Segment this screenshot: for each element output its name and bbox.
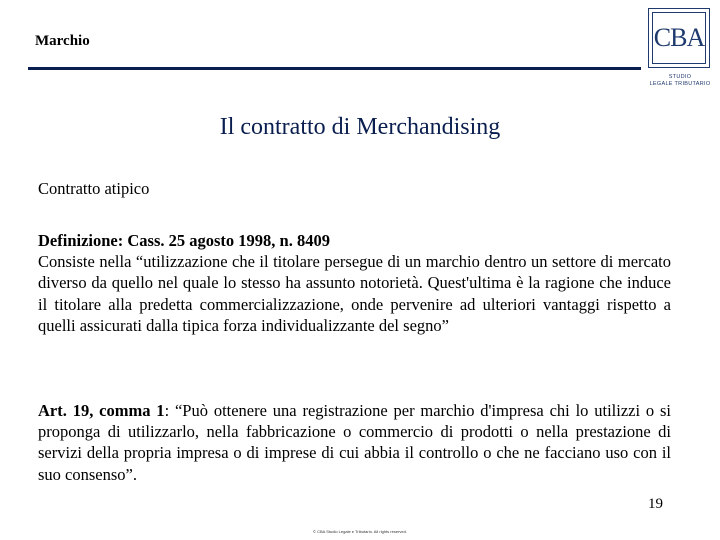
definition-body: Consiste nella “utilizzazione che il titolare persegue di un marchio dentro un settore di mercato diverso da quello nel quale lo stesso ha assunto notorietà. Quest'ultima è la ragione che induce il titolare alla predetta commercializzazione, onde pervenire ad ulteriori vantaggi rispetto a quelli assicurati dalla tipica forza individualizzante del segno” bbox=[38, 252, 671, 335]
page-number: 19 bbox=[648, 496, 663, 512]
cba-logo bbox=[643, 4, 717, 92]
slide-title: Il contratto di Merchandising bbox=[219, 114, 501, 140]
logo-frame bbox=[648, 8, 710, 68]
logo-subtitle bbox=[643, 74, 717, 88]
header-title: Marchio bbox=[35, 33, 90, 49]
definition-section bbox=[38, 230, 671, 336]
footer-copyright: © CBA Studio Legale e Tributario. All rights reserved. bbox=[313, 529, 407, 534]
subtitle-contratto-atipico: Contratto atipico bbox=[38, 179, 150, 198]
article-heading: Art. 19, comma 1 bbox=[38, 401, 165, 420]
header-rule bbox=[28, 67, 641, 70]
article-body: : “Può ottenere una registrazione per marchio d'impresa chi lo utilizzi o si proponga di utilizzarlo, nella fabbricazione o commercio di prodotti o nella prestazione di servizi della propria impresa o di imprese di cui abbia il controllo o che ne facciano uso con il suo consenso”. bbox=[38, 401, 671, 484]
logo-sub-line1: STUDIO bbox=[668, 74, 692, 80]
article-section bbox=[38, 400, 671, 485]
logo-sub-line2: LEGALE TRIBUTARIO bbox=[649, 81, 711, 87]
logo-text: CBA bbox=[653, 23, 705, 52]
definition-heading: Definizione: Cass. 25 agosto 1998, n. 8409 bbox=[38, 231, 330, 250]
